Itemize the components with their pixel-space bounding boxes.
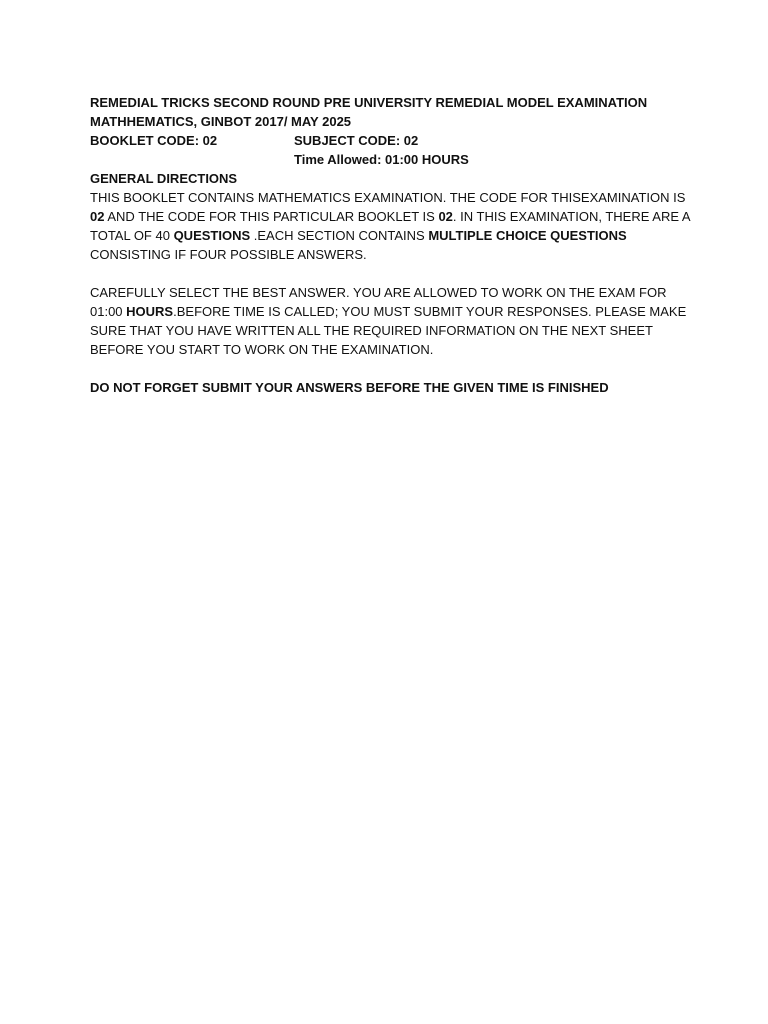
exam-cover-page — [90, 93, 690, 397]
para2-line-2 — [90, 302, 690, 321]
para1-line-1: THIS BOOKLET CONTAINS MATHEMATICS EXAMINATION. THE CODE FOR THISEXAMINATION IS — [90, 190, 686, 205]
para2-line-4: BEFORE YOU START TO WORK ON THE EXAMINATION. — [90, 342, 434, 357]
para2-line-2-text-a: 01:00 — [90, 304, 127, 319]
para2-line-2-text-b: .BEFORE TIME IS CALLED; YOU MUST SUBMIT YOUR RESPONSES. PLEASE MAKE — [173, 304, 687, 319]
para1-line-4: CONSISTING IF FOUR POSSIBLE ANSWERS. — [90, 247, 367, 262]
para1-line-3-text-b: .EACH SECTION CONTAINS — [250, 228, 429, 243]
para1-line-3-text-a: TOTAL OF 40 — [90, 228, 174, 243]
codes-row — [90, 131, 690, 150]
time-allowed: Time Allowed: 01:00 HOURS — [294, 152, 469, 167]
hours-word: HOURS — [126, 304, 174, 319]
subject-code: SUBJECT CODE: 02 — [294, 133, 419, 148]
para2-line-3: SURE THAT YOU HAVE WRITTEN ALL THE REQUIRED INFORMATION ON THE NEXT SHEET — [90, 323, 653, 338]
final-warning-note: DO NOT FORGET SUBMIT YOUR ANSWERS BEFORE THE GIVEN TIME IS FINISHED — [90, 380, 609, 395]
general-directions-heading: GENERAL DIRECTIONS — [90, 171, 238, 186]
questions-word: QUESTIONS — [173, 228, 251, 243]
booklet-code: BOOKLET CODE: 02 — [90, 133, 218, 148]
directions-paragraph-1 — [90, 188, 690, 264]
para2-line-1: CAREFULLY SELECT THE BEST ANSWER. YOU ARE ALLOWED TO WORK ON THE EXAM FOR — [90, 285, 667, 300]
booklet-code-value: 02 — [438, 209, 453, 224]
exam-code-value: 02 — [90, 209, 105, 224]
directions-paragraph-2 — [90, 283, 690, 359]
multiple-choice-phrase: MULTIPLE CHOICE QUESTIONS — [428, 228, 627, 243]
para1-line-2-text-b: . IN THIS EXAMINATION, THERE ARE A — [452, 209, 691, 224]
paragraph-spacer — [90, 359, 690, 378]
exam-title-line-2: MATHHEMATICS, GINBOT 2017/ MAY 2025 — [90, 114, 352, 129]
para1-line-2-text-a: AND THE CODE FOR THIS PARTICULAR BOOKLET IS — [104, 209, 439, 224]
paragraph-spacer — [90, 264, 690, 283]
para1-line-3 — [90, 226, 690, 245]
exam-title-line-1: REMEDIAL TRICKS SECOND ROUND PRE UNIVERSITY REMEDIAL MODEL EXAMINATION — [90, 95, 648, 110]
para1-line-2 — [90, 207, 690, 226]
time-row — [90, 150, 690, 169]
